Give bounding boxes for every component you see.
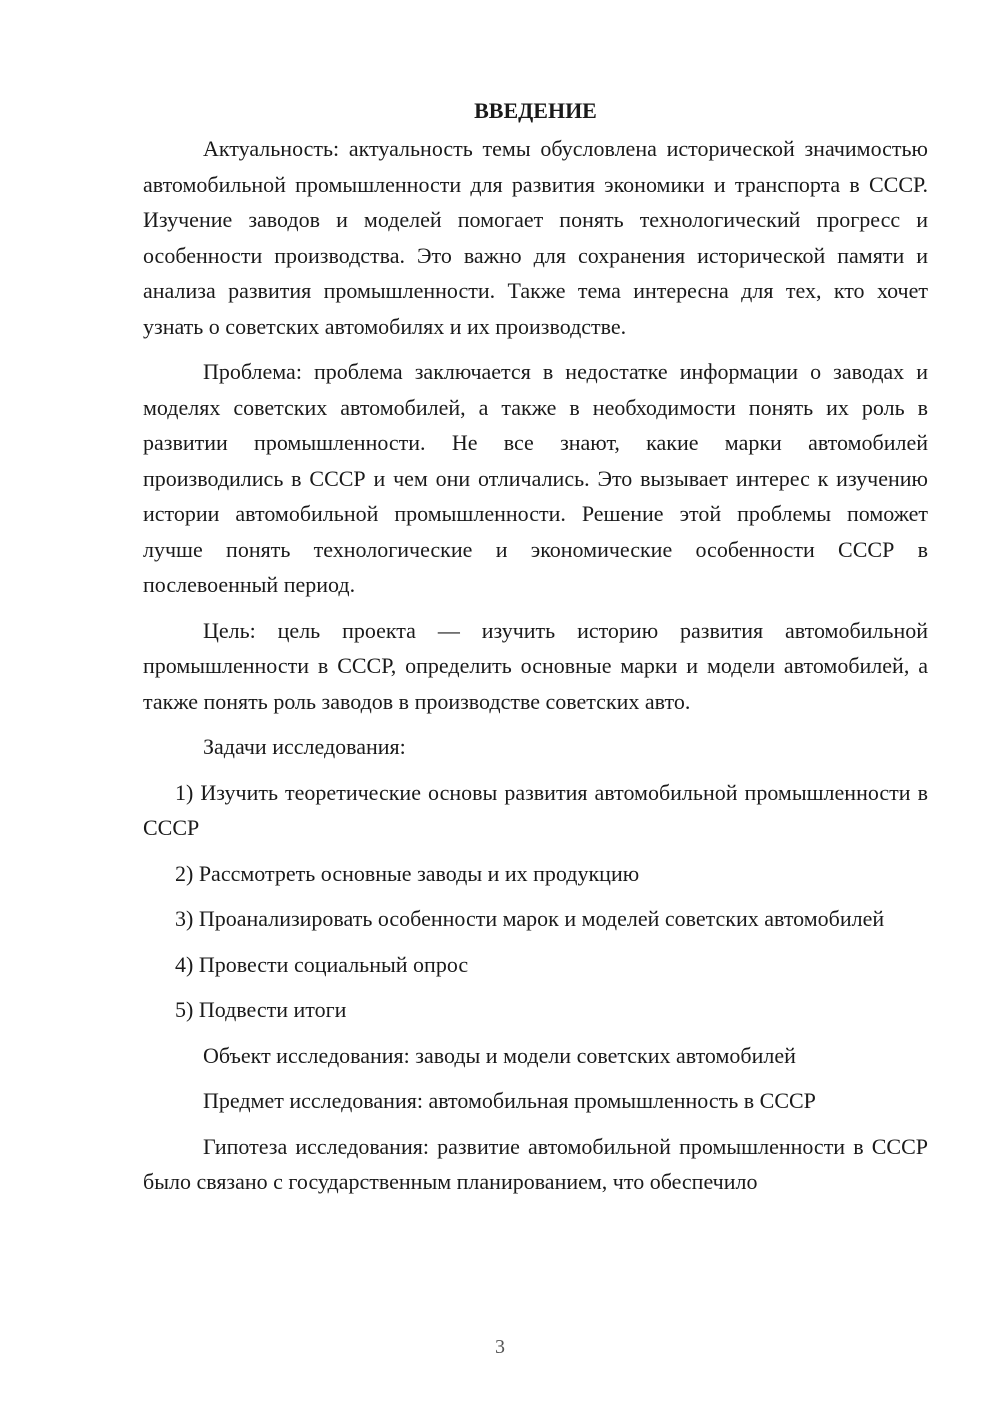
relevance-paragraph: Актуальность: актуальность темы обусловлена исторической значимостью автомобильной промышленности для развития экономики и транспорта в СССР. Изучение заводов и моделей помогает понять технологический прогресс и особенности производства. Это важно для сохранения исторической памяти и анализа развития промышленности. Также тема интересна для тех, кто хочет узнать о советских автомобилях и их производстве. xyxy=(143,136,928,339)
document-body xyxy=(143,95,928,1210)
research-subject-paragraph: Предмет исследования: автомобильная промышленность в СССР xyxy=(203,1088,816,1113)
task-item-5: 5) Подвести итоги xyxy=(175,997,347,1022)
research-object-paragraph: Объект исследования: заводы и модели советских автомобилей xyxy=(203,1042,796,1068)
task-item-3: 3) Проанализировать особенности марок и моделей советских автомобилей xyxy=(175,906,885,931)
problem-paragraph: Проблема: проблема заключается в недостатке информации о заводах и моделях советских автомобилей, а также в необходимости понять их роль в развитии промышленности. Не все знают, какие марки автомобилей производились в СССР и чем они отличались. Это вызывает интерес к изучению истории автомобильной промышленности. Решение этой проблемы поможет лучше понять технологические и экономические особенности СССР в послевоенный период. xyxy=(143,359,928,597)
tasks-heading: Задачи исследования: xyxy=(203,734,406,759)
task-item-1: 1) Изучить теоретические основы развития автомобильной промышленности в СССР xyxy=(143,779,928,840)
section-title: ВВЕДЕНИЕ xyxy=(474,98,597,123)
task-item-2: 2) Рассмотреть основные заводы и их продукцию xyxy=(175,860,640,886)
goal-paragraph: Цель: цель проекта — изучить историю развития автомобильной промышленности в СССР, определить основные марки и модели автомобилей, а также понять роль заводов в производстве советских авто. xyxy=(143,617,928,714)
hypothesis-paragraph: Гипотеза исследования: развитие автомобильной промышленности в СССР было связано с государственным планированием, что обеспечило xyxy=(143,1133,928,1194)
task-item-4: 4) Провести социальный опрос xyxy=(175,951,469,977)
page-number: 3 xyxy=(495,1336,505,1358)
